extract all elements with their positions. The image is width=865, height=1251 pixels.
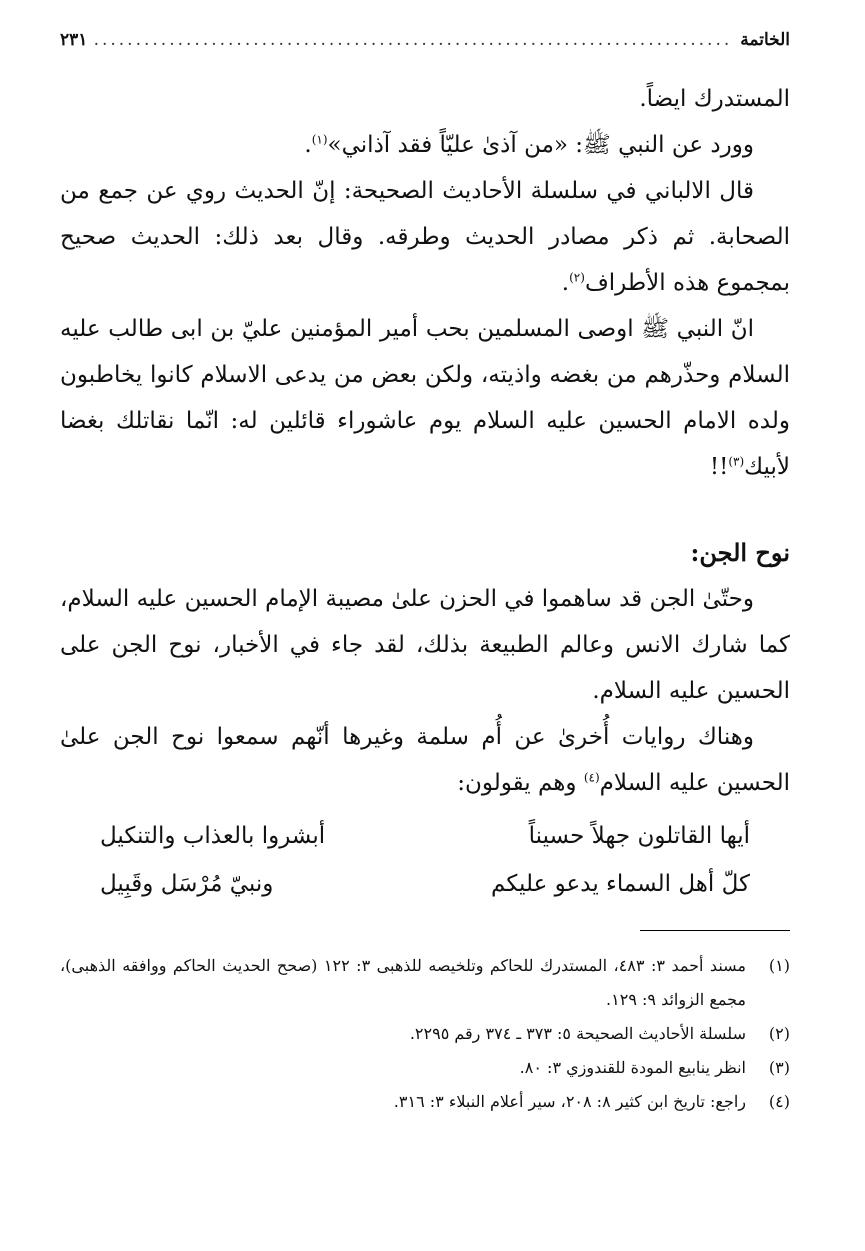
paragraph: انّ النبي ﷺ اوصى المسلمين بحب أمير المؤمنين عليّ بن ابى طالب عليه السلام وحذّرهم من بغضه واذيته، ولكن بعض من يدعى الاسلام كانوا يخاطبون ولده الامام الحسين عليه السلام يوم عاشوراء قائلين له: انّما نقاتلك بغضا لأبيك$^{(٣)}$!! [60, 316, 790, 480]
verse-first-hemistich: أيها القاتلون جهلاً حسيناً [528, 823, 750, 849]
book-page [60, 30, 790, 1230]
poem-verse [60, 812, 790, 860]
footnote-number: (٢) [768, 1024, 790, 1043]
footnote-text: مسند أحمد ٣: ٤٨٣، المستدرك للحاكم وتلخيصه للذهبى ٣: ١٢٢ (صحح الحديث الحاكم ووافقه الذهبى)، مجمع الزوائد ٩: ١٢٩. [60, 956, 746, 1009]
paragraph: قال الالباني في سلسلة الأحاديث الصحيحة: إنّ الحديث روي عن جمع من الصحابة. ثم ذكر مصادر الحديث وطرقه. وقال بعد ذلك: الحديث صحيح بمجموع هذه الأطراف$^{(٢)}$. [60, 178, 790, 296]
footnote-ref: (٢) [569, 270, 585, 285]
leader-dots [95, 30, 732, 50]
footnotes [60, 949, 790, 1119]
footnote-number: (٣) [768, 1058, 790, 1077]
footnote-divider [640, 930, 790, 931]
verse-second-hemistich: أبشروا بالعذاب والتنكيل [100, 823, 326, 849]
footnote-number: (١) [768, 956, 790, 975]
footnote-text: راجع: تاريخ ابن كثير ٨: ٢٠٨، سير أعلام النبلاء ٣: ٣١٦. [393, 1092, 746, 1111]
main-text [60, 76, 790, 908]
footnote-number: (٤) [768, 1092, 790, 1111]
footnote [60, 1017, 790, 1051]
poem [60, 812, 790, 908]
paragraph: وحتّىٰ الجن قد ساهموا في الحزن علىٰ مصيبة الإمام الحسين عليه السلام، كما شارك الانس وعالم الطبيعة بذلك، لقد جاء في الأخبار، نوح الجن على الحسين عليه السلام. [60, 586, 790, 704]
footnote [60, 949, 790, 1017]
section-heading: نوح الجن: [690, 538, 790, 567]
page-number: ٢٣١ [60, 30, 88, 50]
poem-verse [60, 860, 790, 908]
footnote [60, 1051, 790, 1085]
verse-second-hemistich: ونبيّ مُرْسَل وقَبِيل [100, 871, 274, 897]
footnote-text: انظر ينابيع المودة للقندوزي ٣: ٨٠. [519, 1058, 746, 1077]
footnote-ref: (١) [311, 132, 328, 147]
paragraph: المستدرك ايضاً. [639, 86, 790, 112]
footnote-ref: (٤) [583, 770, 600, 785]
footnote-ref: (٣) [728, 454, 745, 469]
paragraph: وورد عن النبي ﷺ: «من آذىٰ عليّاً فقد آذاني»$^{(١)}$. [304, 132, 754, 158]
running-header [60, 30, 790, 62]
paragraph: وهناك روايات أُخرىٰ عن أُم سلمة وغيرها أنّهم سمعوا نوح الجن علىٰ الحسين عليه السلام$^{(٤)}$ وهم يقولون: [60, 724, 790, 796]
verse-first-hemistich: كلّ أهل السماء يدعو عليكم [491, 871, 750, 897]
footnote-text: سلسلة الأحاديث الصحيحة ٥: ٣٧٣ ـ ٣٧٤ رقم ٢٢٩٥. [409, 1024, 746, 1043]
chapter-title: الخاتمة [740, 30, 790, 50]
footnote [60, 1085, 790, 1119]
